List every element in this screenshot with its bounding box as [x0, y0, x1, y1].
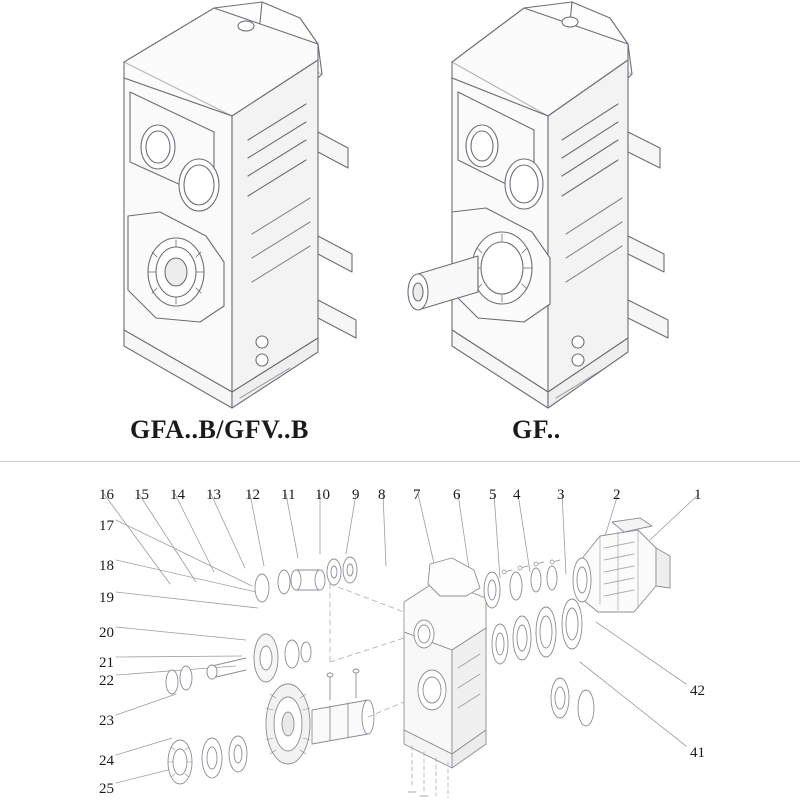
- callout-number-21: 21: [99, 655, 114, 671]
- callout-number-17: 17: [99, 518, 114, 534]
- callout-number-7: 7: [413, 487, 421, 503]
- callout-number-8: 8: [378, 487, 386, 503]
- gearbox-view-left: [124, 2, 356, 408]
- callout-number-20: 20: [99, 625, 114, 641]
- callout-number-18: 18: [99, 558, 114, 574]
- callout-number-4: 4: [513, 487, 521, 503]
- callout-number-23: 23: [99, 713, 114, 729]
- callout-number-11: 11: [281, 487, 296, 503]
- callout-number-14: 14: [170, 487, 185, 503]
- callout-number-1: 1: [694, 487, 702, 503]
- exploded-view-section: [0, 462, 800, 800]
- caption-right: GF..: [512, 415, 561, 444]
- callout-number-19: 19: [99, 590, 114, 606]
- exploded-view-svg: [0, 462, 800, 800]
- callout-number-24: 24: [99, 753, 114, 769]
- callout-number-2: 2: [613, 487, 621, 503]
- callout-number-22: 22: [99, 673, 114, 689]
- caption-left: GFA..B/GFV..B: [130, 415, 309, 444]
- callout-number-15: 15: [134, 487, 149, 503]
- callout-number-12: 12: [245, 487, 260, 503]
- callout-number-16: 16: [99, 487, 114, 503]
- callout-number-9: 9: [352, 487, 360, 503]
- callout-number-6: 6: [453, 487, 461, 503]
- gearbox-view-right: [408, 2, 668, 408]
- callout-number-13: 13: [206, 487, 221, 503]
- callout-number-41: 41: [690, 745, 705, 761]
- callout-number-3: 3: [557, 487, 565, 503]
- callout-number-10: 10: [315, 487, 330, 503]
- callout-number-5: 5: [489, 487, 497, 503]
- callout-number-25: 25: [99, 781, 114, 797]
- callout-number-42: 42: [690, 683, 705, 699]
